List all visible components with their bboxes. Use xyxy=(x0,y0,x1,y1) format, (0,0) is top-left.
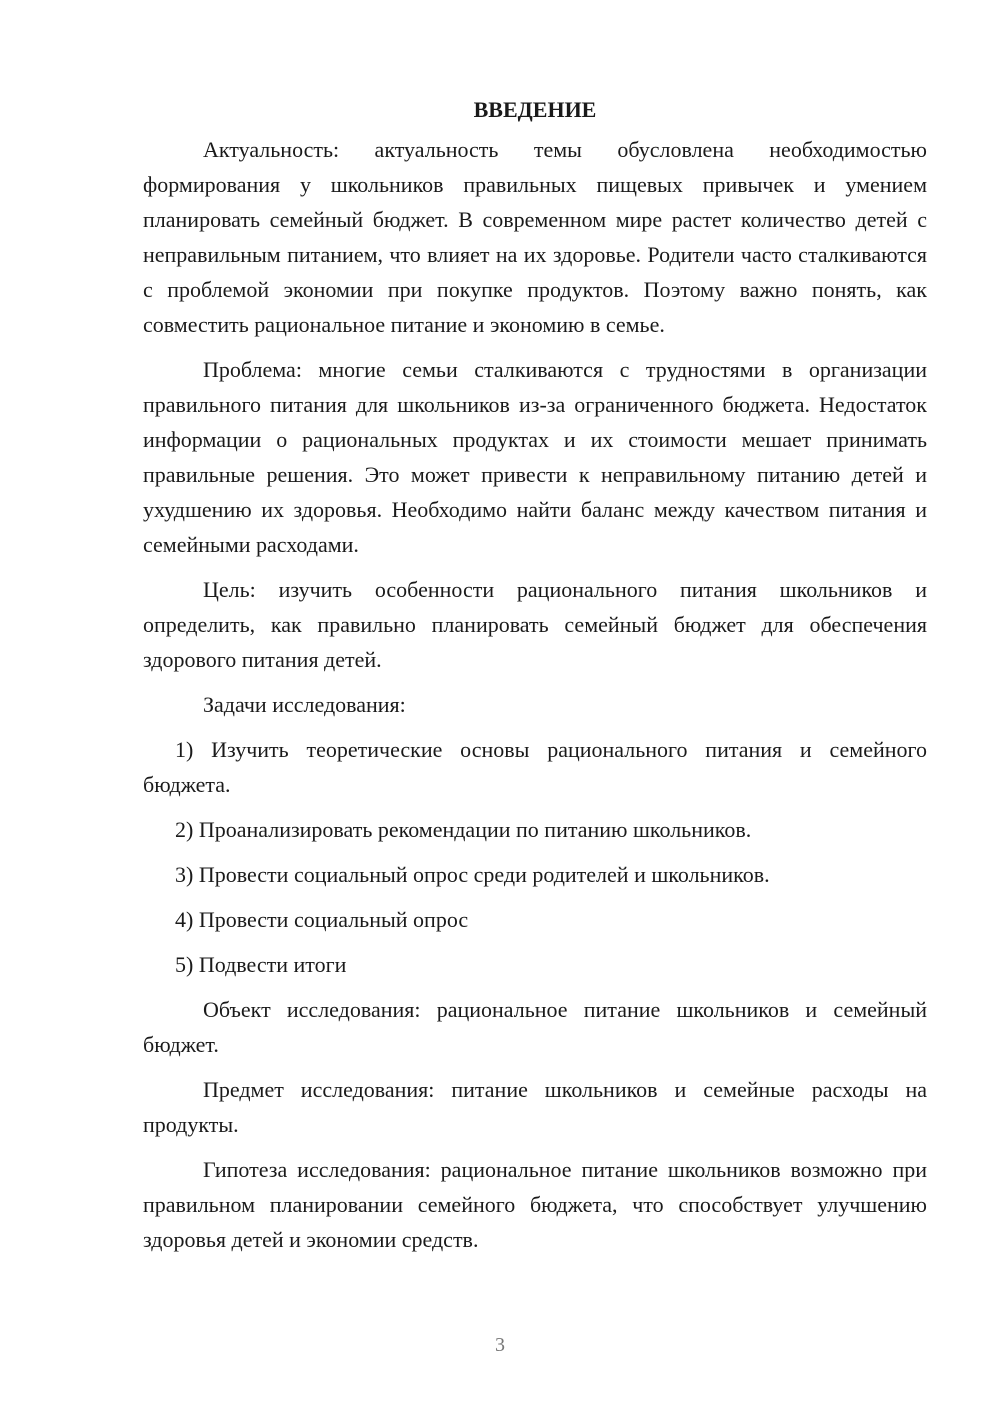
task-item-3: 3) Провести социальный опрос среди родителей и школьников. xyxy=(175,862,770,887)
page-title: ВВЕДЕНИЕ xyxy=(473,97,597,122)
problem-paragraph: Проблема: многие семьи сталкиваются с трудностями в организации правильного питания для школьников из-за ограниченного бюджета. Недостаток информации о рациональных продуктах и их стоимости мешает принимать правильные решения. Это может привести к неправильному питанию детей и ухудшению их здоровья. Необходимо найти баланс между качеством питания и семейными расходами. xyxy=(143,357,927,557)
page-number: 3 xyxy=(495,1334,505,1356)
relevance-paragraph: Актуальность: актуальность темы обусловлена необходимостью формирования у школьников правильных пищевых привычек и умением планировать семейный бюджет. В современном мире растет количество детей с неправильным питанием, что влияет на их здоровье. Родители часто сталкиваются с проблемой экономии при покупке продуктов. Поэтому важно понять, как совместить рациональное питание и экономию в семье. xyxy=(143,137,927,337)
hypothesis-paragraph: Гипотеза исследования: рациональное питание школьников возможно при правильном планировании семейного бюджета, что способствует улучшению здоровья детей и экономии средств. xyxy=(143,1157,927,1252)
subject-paragraph: Предмет исследования: питание школьников и семейные расходы на продукты. xyxy=(143,1077,927,1137)
task-item-4: 4) Провести социальный опрос xyxy=(175,907,469,932)
document-page xyxy=(143,90,927,1267)
task-item-1: 1) Изучить теоретические основы рационального питания и семейного бюджета. xyxy=(143,737,927,797)
tasks-heading: Задачи исследования: xyxy=(203,692,406,717)
task-item-5: 5) Подвести итоги xyxy=(175,952,347,977)
goal-paragraph: Цель: изучить особенности рационального питания школьников и определить, как правильно планировать семейный бюджет для обеспечения здорового питания детей. xyxy=(143,577,927,672)
task-item-2: 2) Проанализировать рекомендации по питанию школьников. xyxy=(175,817,752,842)
object-paragraph: Объект исследования: рациональное питание школьников и семейный бюджет. xyxy=(143,997,927,1057)
